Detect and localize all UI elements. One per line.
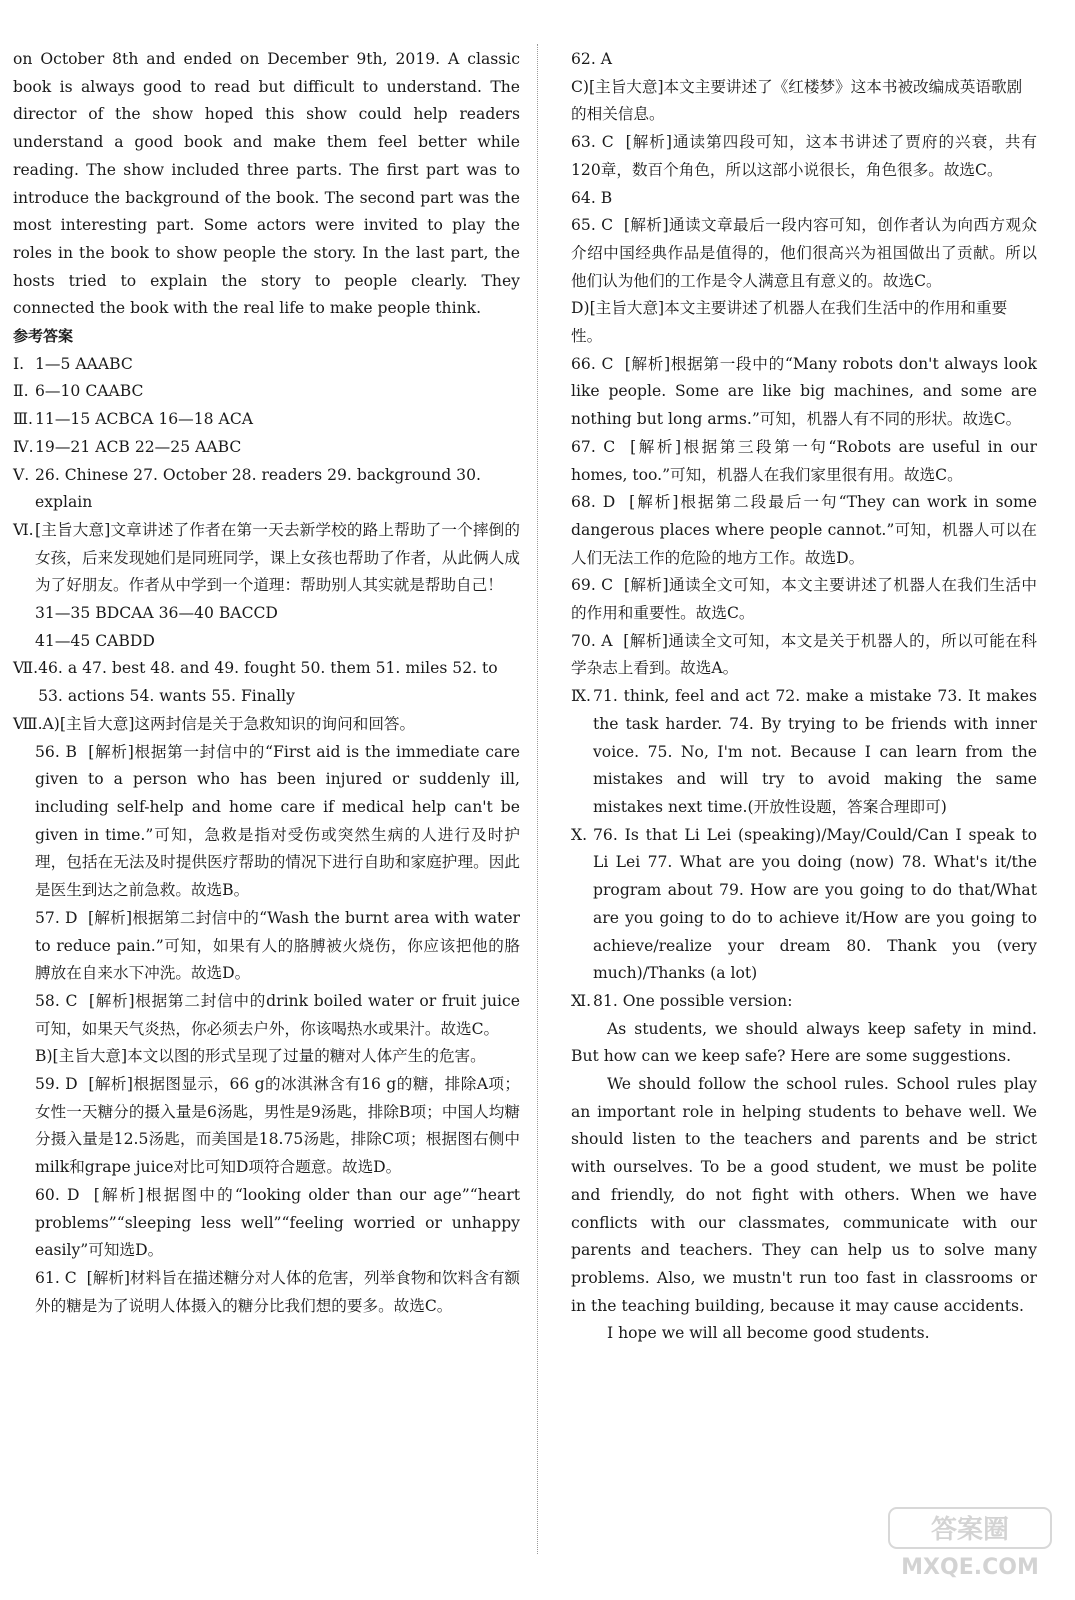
section-6 [13, 517, 520, 600]
section-text: 26. Chinese 27. October 28. readers 29. background 30. explain [35, 465, 481, 512]
section-text: A)[主旨大意]这两封信是关于急救知识的询问和回答。 [42, 714, 416, 733]
section-5 [13, 462, 520, 517]
watermark-domain: MXQE.COM [901, 1555, 1039, 1580]
section-label: Ⅱ. [13, 382, 29, 401]
section-label: Ⅲ. [13, 410, 33, 429]
section-label: Ⅴ. [13, 465, 30, 484]
section-8 [13, 711, 520, 739]
section-label: Ⅶ. [13, 659, 39, 678]
answer-label: 68. D [571, 493, 616, 512]
answer-explanation: [解析]通读文章最后一段内容可知，创作者认为向西方观众介绍中国经典作品是值得的，他们很高兴为祖国做出了贡献。所以他们认为他们的工作是令人满意且有意义的。故选C。 [571, 216, 1038, 290]
answer-label: 60. D [35, 1185, 80, 1204]
section-4 [13, 434, 520, 462]
section-7 [13, 655, 520, 710]
answer-69 [571, 572, 1037, 627]
answer-60 [13, 1182, 520, 1265]
essay-paragraph-2: We should follow the school rules. School rules play an important role in helping students to behave well. We should listen to the teachers and parents and be strict with ourselves. To be a good student, we must be polite and friendly, do not fight with others. When we have conflicts with our classmates, communicate with our parents and teachers. They can help us to solve many problems. Also, we mustn't run too fast in classrooms or in the teaching building, because it may cause accidents. [571, 1075, 1037, 1315]
answer-explanation: [解析]根据第一段中的“Many robots don't always look like people. Some are like big machines, and some are nothing but long arms.”可知，机器人有不同的形状。故选C。 [571, 354, 1037, 429]
section-text: 19—21 ACB 22—25 AABC [35, 437, 242, 456]
answer-explanation: [解析]根据第二段最后一句“They can work in some dangerous places where people cannot.”可知，机器人可以在人们无法工作的危险的地方工作。故选D。 [571, 493, 1037, 567]
section-text: 11—15 ACBCA 16—18 ACA [35, 410, 254, 429]
answer-explanation: [解析]通读全文可知，本文主要讲述了机器人在我们生活中的作用和重要性。故选C。 [571, 576, 1038, 623]
answer-label: 70. A [571, 631, 613, 650]
answer-61 [13, 1265, 520, 1320]
answer-56 [13, 739, 520, 905]
answer-64: 64. B [571, 188, 613, 207]
section-label: Ⅷ. [13, 714, 43, 733]
answer-62: 62. A [571, 50, 613, 68]
section-label: Ⅸ. [571, 687, 592, 706]
answer-68 [571, 489, 1037, 572]
section-label: Ⅺ. [571, 991, 592, 1010]
section-10 [571, 822, 1037, 988]
section-text: 71. think, feel and act 72. make a mistake 73. It makes the task harder. 74. By trying to be friends with inner voice. 75. No, I'm not. Because I can learn from the mistakes and will try to avoid making the same mistakes next time.(开放性设题，答案合理即可) [593, 687, 1037, 816]
section-1 [13, 351, 520, 379]
section-text: 46. a 47. best 48. and 49. fought 50. them 51. miles 52. to 53. actions 54. wants 55. Finally [38, 659, 498, 706]
answer-67 [571, 434, 1037, 489]
answer-label: 66. C [571, 354, 614, 373]
answer-65 [571, 212, 1037, 295]
section-label: Ⅹ. [571, 825, 588, 844]
answer-explanation: [解析]根据第三段第一句“Robots are useful in our homes, too.”可知，机器人在我们家里很有用。故选C。 [571, 437, 1037, 484]
answer-label: 69. C [571, 576, 614, 595]
watermark-logo [885, 1504, 1055, 1582]
answer-label: 59. D [35, 1075, 78, 1094]
section-label: Ⅳ. [13, 437, 34, 456]
answer-label: 57. D [35, 908, 78, 927]
section-text: 6—10 CAABC [35, 382, 144, 401]
section-b-summary: B)[主旨大意]本文以图的形式呈现了过量的糖对人体产生的危害。 [35, 1047, 486, 1066]
section-text: [主旨大意]文章讲述了作者在第一天去新学校的路上帮助了一个摔倒的女孩，后来发现她们是同班同学，课上女孩也帮助了作者，从此俩人成为了好朋友。作者从中学到一个道理：帮助别人其实就是帮助自己！ [35, 520, 520, 595]
answer-label: 56. B [35, 742, 77, 761]
answer-58 [13, 988, 520, 1043]
answer-explanation: [解析]根据第二封信中的“Wash the burnt area with water to reduce pain.”可知，如果有人的胳膊被火烧伤，你应该把他的胳膊放在自来水下冲洗。故选D。 [35, 908, 520, 983]
section-9 [571, 683, 1037, 822]
intro-paragraph: on October 8th and ended on December 9th, 2019. A classic book is always good to read but difficult to understand. The director of the show hoped this show could help readers understand a good book and make them feel better while reading. The show included three parts. The first part was to introduce the background of the book. The second part was the most interesting part. Some actors were invited to play the roles in the book to show people the story. In the last part, the hosts tried to explain the story to people clearly. They connected the book with the real life to make people think. [13, 50, 520, 318]
section-text: 81. One possible version: [593, 991, 793, 1010]
watermark-text: 答案圈 [930, 1515, 1010, 1545]
answer-explanation: [解析]材料旨在描述糖分对人体的危害，列举食物和饮料含有额外的糖是为了说明人体摄入的糖分比我们想的要多。故选C。 [35, 1268, 521, 1315]
answer-63 [571, 129, 1037, 184]
answer-label: 65. C [571, 216, 614, 235]
answer-explanation: [解析]根据第一封信中的“First aid is the immediate care given to a person who has been injured or suddenly ill, including self-help and home care if medical help can't be given in time.”可知，急救是指对受伤或突然生病的人进行及时护理，包括在无法及时提供医疗帮助的情况下进行自助和家庭护理。因此是医生到达之前急救。故选B。 [35, 742, 520, 900]
section-11 [571, 988, 1037, 1016]
answer-label: 67. C [571, 437, 616, 456]
section-3 [13, 406, 520, 434]
left-column [13, 46, 520, 1320]
essay-paragraph-3: I hope we will all become good students. [607, 1324, 930, 1343]
answer-70 [571, 628, 1037, 683]
column-divider [537, 44, 538, 1554]
section-2 [13, 378, 520, 406]
section-label: Ⅵ. [13, 520, 34, 539]
section-text: 1—5 AAABC [35, 354, 133, 373]
answer-label: 61. C [35, 1268, 77, 1287]
section-6-answers-b: 41—45 CABDD [35, 631, 155, 650]
section-6-answers-a: 31—35 BDCAA 36—40 BACCD [35, 604, 278, 623]
answer-explanation: [解析]根据第二封信中的drink boiled water or fruit juice可知，如果天气炎热，你必须去户外，你该喝热水或果汁。故选C。 [35, 991, 520, 1038]
section-label: Ⅰ. [13, 354, 25, 373]
answer-66 [571, 351, 1037, 434]
answer-explanation: [解析]根据图显示，66 g的冰淇淋含有16 g的糖，排除A项；女性一天糖分的摄入量是6汤匙，男性是9汤匙，排除B项；中国人均糖分摄入量是12.5汤匙，而美国是18.75汤匙，排除C项；根据图右侧中milk和grape juice对比可知D项符合题意。故选D。 [35, 1075, 520, 1177]
section-text: 76. Is that Li Lei (speaking)/May/Could/Can I speak to Li Lei 77. What are you doing (now) 78. What's it/the program about 79. How are you going to do that/What are you going to do to achieve it/How are you going to achieve/realize your dream 80. Thank you (very much)/Thanks (a lot) [593, 825, 1037, 983]
answer-label: 63. C [571, 133, 614, 152]
answer-59 [13, 1071, 520, 1182]
essay-paragraph-1: As students, we should always keep safety in mind. But how can we keep safe? Here are some suggestions. [571, 1019, 1037, 1066]
section-d-summary: D)[主旨大意]本文主要讲述了机器人在我们生活中的作用和重要性。 [571, 299, 1008, 346]
answer-explanation: [解析]根据图中的“looking older than our age”“heart problems”“sleeping less well”“feeling worried or unhappy easily”可知选D。 [35, 1185, 520, 1260]
section-c-summary: C)[主旨大意]本文主要讲述了《红楼梦》这本书被改编成英语歌剧的相关信息。 [571, 77, 1023, 124]
right-column [571, 46, 1037, 1348]
answers-heading: 参考答案 [13, 327, 74, 346]
answer-explanation: [解析]通读全文可知，本文是关于机器人的，所以可能在科学杂志上看到。故选A。 [571, 631, 1037, 678]
answer-label: 58. C [35, 991, 78, 1010]
answer-explanation: [解析]通读第四段可知，这本书讲述了贾府的兴衰，共有120章，数百个角色，所以这部小说很长，角色很多。故选C。 [571, 133, 1037, 179]
answer-57 [13, 905, 520, 988]
